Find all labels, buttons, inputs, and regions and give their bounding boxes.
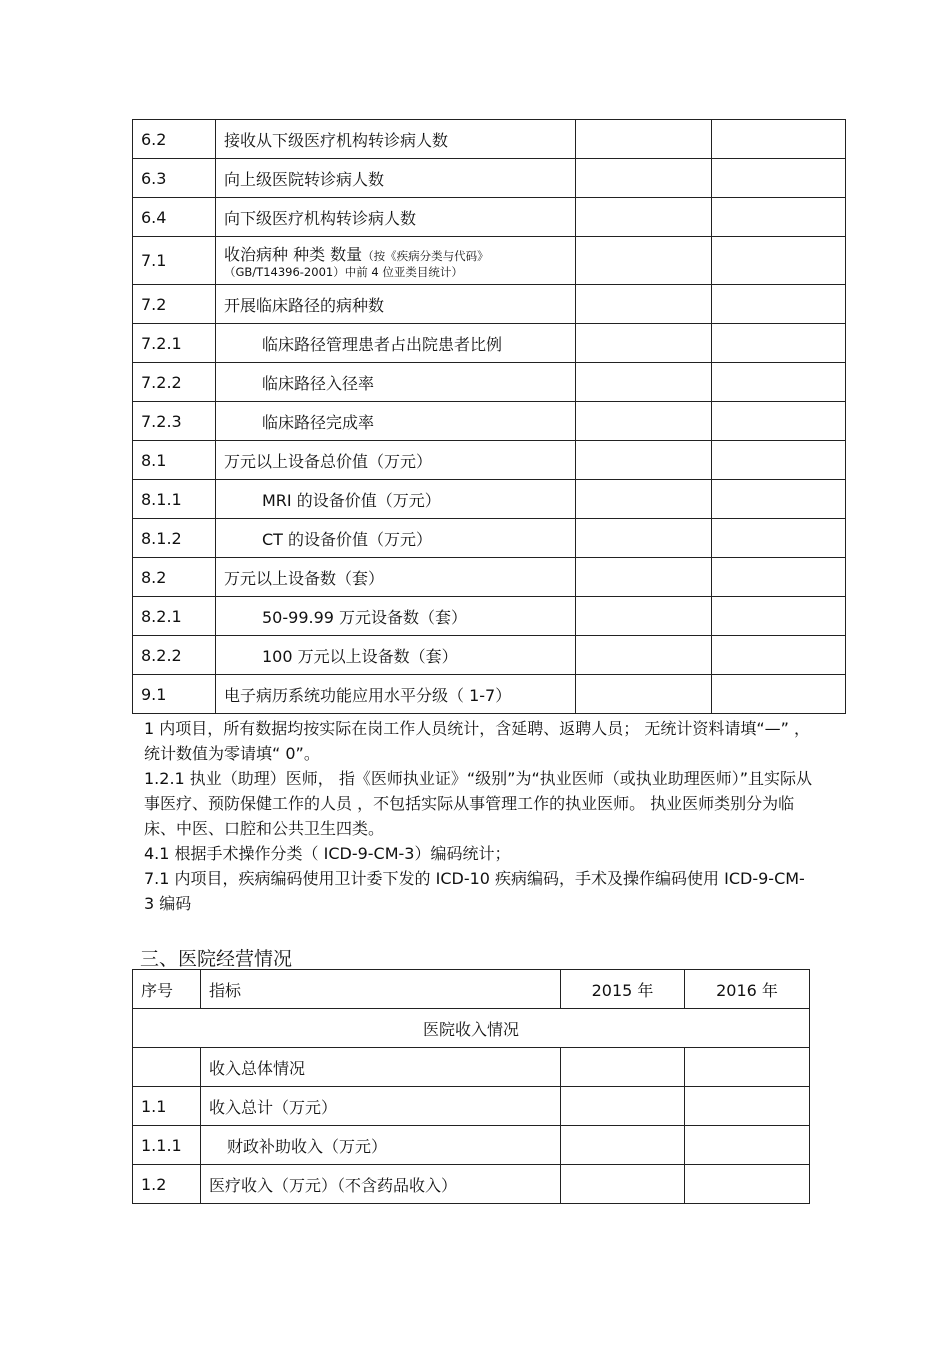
row-number: 7.2.3 bbox=[133, 402, 216, 441]
value-cell[interactable] bbox=[576, 402, 712, 441]
table-row bbox=[133, 636, 846, 675]
row-number: 8.1.1 bbox=[133, 480, 216, 519]
value-cell[interactable] bbox=[576, 558, 712, 597]
value-cell[interactable] bbox=[576, 441, 712, 480]
row-label: 100 万元以上设备数（套） bbox=[216, 636, 576, 675]
footnote: 4.1 根据手术操作分类（ ICD-9-CM-3）编码统计； bbox=[144, 844, 511, 863]
value-cell[interactable] bbox=[712, 237, 846, 285]
table-header-row bbox=[133, 970, 810, 1009]
row-label: 临床路径管理患者占出院患者比例 bbox=[216, 324, 576, 363]
value-cell[interactable] bbox=[712, 324, 846, 363]
row-label-note-2: （GB/T14396-2001）中前 4 位亚类目统计） bbox=[224, 265, 463, 279]
header-no: 序号 bbox=[133, 970, 201, 1009]
row-label: 临床路径完成率 bbox=[216, 402, 576, 441]
row-number: 1.2 bbox=[133, 1165, 201, 1204]
value-cell[interactable] bbox=[576, 636, 712, 675]
table-row bbox=[133, 1087, 810, 1126]
row-label: 财政补助收入（万元） bbox=[201, 1126, 561, 1165]
indicator-table-1 bbox=[132, 119, 846, 714]
table-row bbox=[133, 558, 846, 597]
row-number: 9.1 bbox=[133, 675, 216, 714]
table-row bbox=[133, 480, 846, 519]
table-row bbox=[133, 324, 846, 363]
table-row bbox=[133, 402, 846, 441]
table-row bbox=[133, 597, 846, 636]
row-number: 8.2 bbox=[133, 558, 216, 597]
group-label: 医院收入情况 bbox=[133, 1009, 810, 1048]
value-cell[interactable] bbox=[561, 1126, 685, 1165]
value-cell[interactable] bbox=[712, 402, 846, 441]
table-row bbox=[133, 675, 846, 714]
value-cell[interactable] bbox=[712, 198, 846, 237]
value-cell[interactable] bbox=[685, 1048, 810, 1087]
hospital-operations-table bbox=[132, 969, 810, 1204]
row-number: 8.1.2 bbox=[133, 519, 216, 558]
row-number: 1.1.1 bbox=[133, 1126, 201, 1165]
value-cell[interactable] bbox=[576, 363, 712, 402]
row-number: 6.3 bbox=[133, 159, 216, 198]
value-cell[interactable] bbox=[712, 285, 846, 324]
row-label: 接收从下级医疗机构转诊病人数 bbox=[216, 120, 576, 159]
table-row bbox=[133, 120, 846, 159]
row-number: 6.4 bbox=[133, 198, 216, 237]
row-number: 8.2.2 bbox=[133, 636, 216, 675]
value-cell[interactable] bbox=[685, 1165, 810, 1204]
header-indicator: 指标 bbox=[201, 970, 561, 1009]
table-row bbox=[133, 159, 846, 198]
value-cell[interactable] bbox=[712, 159, 846, 198]
row-label: 万元以上设备总价值（万元） bbox=[216, 441, 576, 480]
row-number: 8.1 bbox=[133, 441, 216, 480]
row-label: 收入总体情况 bbox=[201, 1048, 561, 1087]
table-row bbox=[133, 441, 846, 480]
value-cell[interactable] bbox=[561, 1087, 685, 1126]
value-cell[interactable] bbox=[576, 120, 712, 159]
value-cell[interactable] bbox=[576, 285, 712, 324]
footnote: 7.1 内项目，疾病编码使用卫计委下发的 ICD-10 疾病编码，手术及操作编码使用 ICD-9-CM-3 编码 bbox=[144, 869, 805, 913]
row-number: 8.2.1 bbox=[133, 597, 216, 636]
value-cell[interactable] bbox=[576, 519, 712, 558]
value-cell[interactable] bbox=[576, 198, 712, 237]
header-2015: 2015 年 bbox=[561, 970, 685, 1009]
row-number bbox=[133, 1048, 201, 1087]
row-number: 1.1 bbox=[133, 1087, 201, 1126]
footnotes bbox=[144, 716, 814, 916]
value-cell[interactable] bbox=[561, 1048, 685, 1087]
value-cell[interactable] bbox=[712, 675, 846, 714]
footnote: 1 内项目，所有数据均按实际在岗工作人员统计，含延聘、返聘人员； 无统计资料请填“—” ，统计数值为零请填“ 0”。 bbox=[144, 719, 811, 763]
row-label: 万元以上设备数（套） bbox=[216, 558, 576, 597]
table-row bbox=[133, 1126, 810, 1165]
row-label: 50-99.99 万元设备数（套） bbox=[216, 597, 576, 636]
row-number: 7.2.2 bbox=[133, 363, 216, 402]
row-label: 向上级医院转诊病人数 bbox=[216, 159, 576, 198]
value-cell[interactable] bbox=[712, 120, 846, 159]
row-number: 6.2 bbox=[133, 120, 216, 159]
row-label-main: 收治病种 种类 数量 bbox=[224, 245, 363, 264]
row-label: 医疗收入（万元）（不含药品收入） bbox=[201, 1165, 561, 1204]
value-cell[interactable] bbox=[576, 159, 712, 198]
group-row bbox=[133, 1009, 810, 1048]
value-cell[interactable] bbox=[685, 1126, 810, 1165]
value-cell[interactable] bbox=[712, 597, 846, 636]
section-title: 三、医院经营情况 bbox=[140, 948, 293, 970]
row-label: 收入总计（万元） bbox=[201, 1087, 561, 1126]
row-label: 临床路径入径率 bbox=[216, 363, 576, 402]
value-cell[interactable] bbox=[712, 441, 846, 480]
value-cell[interactable] bbox=[576, 675, 712, 714]
value-cell[interactable] bbox=[685, 1087, 810, 1126]
row-label: MRI 的设备价值（万元） bbox=[216, 480, 576, 519]
table-row bbox=[133, 519, 846, 558]
value-cell[interactable] bbox=[576, 324, 712, 363]
row-label: 向下级医疗机构转诊病人数 bbox=[216, 198, 576, 237]
row-number: 7.2.1 bbox=[133, 324, 216, 363]
value-cell[interactable] bbox=[576, 597, 712, 636]
table-row bbox=[133, 285, 846, 324]
table-row bbox=[133, 1165, 810, 1204]
row-label-note: （按《疾病分类与代码》 bbox=[362, 249, 489, 263]
value-cell[interactable] bbox=[712, 558, 846, 597]
table-row bbox=[133, 1048, 810, 1087]
value-cell[interactable] bbox=[712, 363, 846, 402]
value-cell[interactable] bbox=[576, 237, 712, 285]
value-cell[interactable] bbox=[712, 480, 846, 519]
row-label: 开展临床路径的病种数 bbox=[216, 285, 576, 324]
value-cell[interactable] bbox=[576, 480, 712, 519]
row-number: 7.1 bbox=[133, 237, 216, 285]
value-cell[interactable] bbox=[712, 636, 846, 675]
value-cell[interactable] bbox=[561, 1165, 685, 1204]
row-label: CT 的设备价值（万元） bbox=[216, 519, 576, 558]
table-row bbox=[133, 237, 846, 285]
footnote: 1.2.1 执业（助理）医师， 指《医师执业证》“级别”为“执业医师（或执业助理医师）”且实际从事医疗、预防保健工作的人员 ，不包括实际从事管理工作的执业医师。 执业医师类别分为临床、中医、口腔和公共卫生四类。 bbox=[144, 769, 813, 838]
table-row bbox=[133, 198, 846, 237]
row-label bbox=[216, 237, 576, 285]
row-number: 7.2 bbox=[133, 285, 216, 324]
row-label: 电子病历系统功能应用水平分级（ 1-7） bbox=[216, 675, 576, 714]
header-2016: 2016 年 bbox=[685, 970, 810, 1009]
table-row bbox=[133, 363, 846, 402]
value-cell[interactable] bbox=[712, 519, 846, 558]
